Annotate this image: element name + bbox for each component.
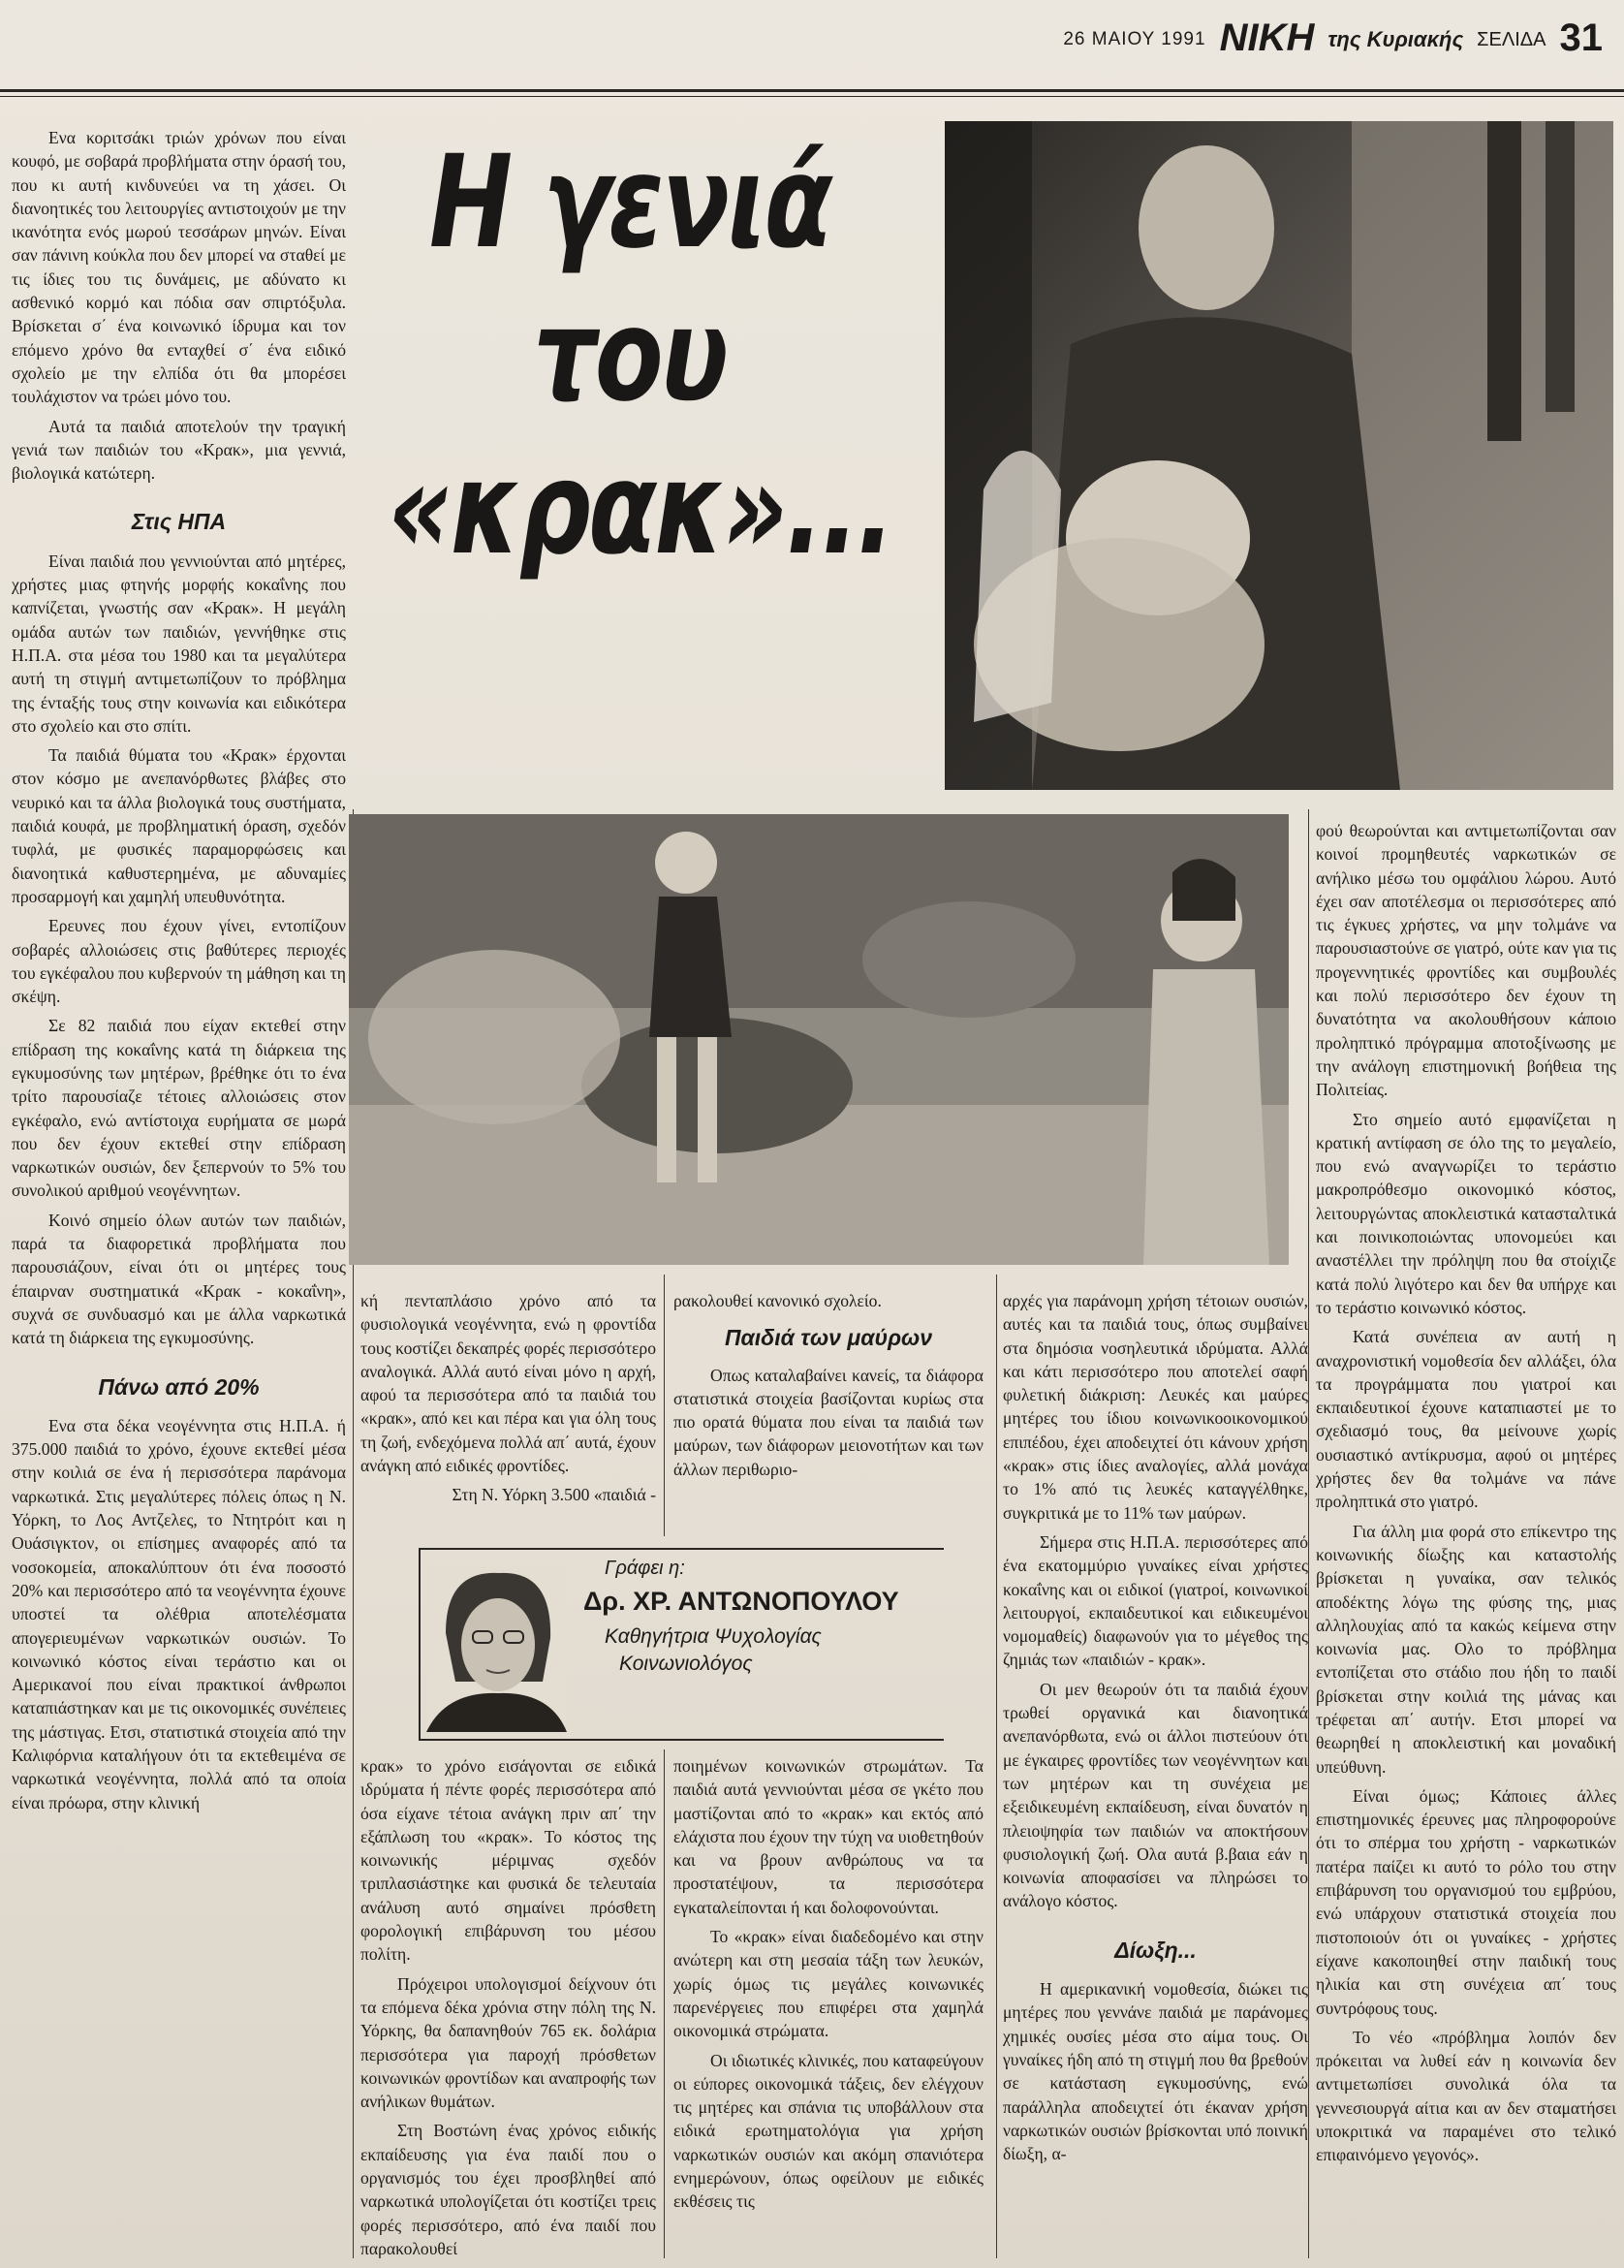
author-name: Δρ. ΧΡ. ΑΝΤΩΝΟΠΟΥΛΟΥ — [583, 1587, 899, 1616]
photo-children-playing — [349, 814, 1289, 1265]
paragraph: Είναι παιδιά που γεννιούνται από μητέρες, χρήστες μιας φτηνής μορφής κοκαΐνης που καπνίζεται, γνωστής σαν «Κρακ». Η μεγάλη ομάδα αυτών των παιδιών, γεννήθηκε στις Η.Π.Α. στα μέσα του 1980 και τα μεγαλύτερα αυτή τη στιγμή αντιμετωπίζουν το πρόβλημα της ένταξής τους στην κοινωνία και ειδικότερα στο σχολείο και στο σπίτι. — [12, 551, 346, 736]
photo-mother-with-baby-image — [945, 121, 1613, 790]
page-label: ΣΕΛΙΔΑ — [1477, 29, 1546, 50]
paragraph: αρχές για παράνομη χρήση τέτοιων ουσιών, αυτές και τα παιδιά τους, όπως συμβαίνει στα δημόσια νοσηλευτικά ιδρύματα. Αλλά και κάτι περισσότερο που αποτελεί σαφή φυλετική διάκριση: Λευκές και μαύρες μητέρες του ίδιου κοινωνικοοικονομικού επιπέδου, έχει αποδειχτεί ότι κάνουν χρήση «κρακ» στις ίδιες αναλογίες, αλλά μονάχα το 1% από τις λευκές καταγγέλθηκε, συγκριτικά με το 11% των μαύρων. — [1003, 1291, 1308, 1523]
paragraph: Ερευνες που έχουν γίνει, εντοπίζουν σοβαρές αλλοιώσεις στις βαθύτερες περιοχές του εγκέφαλου που κυβερνούν τη μάθηση και τη σκέψη. — [12, 916, 346, 1007]
column-divider — [664, 1275, 665, 1536]
paragraph: Οι ιδιωτικές κλινικές, που καταφεύγουν οι εύπορες οικονομικά τάξεις, δεν ελέγχουν τις μητέρες και σπάνια τις υποβάλλουν στα ειδικά ερωτηματολόγια για χρήση ναρκωτικών ουσιών και ακόμη σπανιότερα ενημερώνουν, όπως οφείλουν με ειδικές εκθέσεις τις — [673, 2050, 984, 2212]
paragraph: κρακ» το χρόνο εισάγονται σε ειδικά ιδρύματα ή πέντε φορές περισσότερα από όσα είχανε τέτοια ανάγκη πριν απ΄ την εξάπλωση του «κρακ». Το κόστος της κοινωνικής μέριμνας σχεδόν τριπλασιάστηκε και φυσικά δε τελευταία ανάλυση αυτό σημαίνει πρόσθετη φορολογική επιβάρυνση του μέσου πολίτη. — [360, 1756, 656, 1965]
issue-date: 26 ΜΑΙΟΥ 1991 — [1063, 29, 1206, 49]
paragraph: Η αμερικανική νομοθεσία, διώκει τις μητέρες που γεννάνε παιδιά με παράνομες χημικές ουσίες μέσα στο αίμα τους. Οι γυναίκες ήδη από τη στιγμή που θα βρεθούν σε κατάσταση εγκυμοσύνης, ενώ παράλληλα αποδειχτεί ότι έκαναν χρήση ναρκωτικών ουσιών βρίσκονται υπό ποινική δίωξη, α- — [1003, 1979, 1308, 2164]
paragraph: φού θεωρούνται και αντιμετωπίζονται σαν κοινοί προμηθευτές ναρκωτικών σε ανήλικο μέσω του ομφάλιου λώρου. Αυτό έχει σαν αποτέλεσμα οι περισσότερες από τις έγκυες χρήστες, να μην τολμάνε να παρουσιαστούνε σε γιατρό, ούτε καν για τις προγεννητικές φροντίδες και συμβουλές και πολύ περισσότερο δεν έχουν τη δυνατότητα να ακολουθήσουν κάποιο προληπτικό πρόγραμμα αποτοξίνωσης με την ανάλογη επιστημονική βοήθεια της Πολιτείας. — [1316, 821, 1616, 1100]
subheading-black-children: Παιδιά των μαύρων — [725, 1325, 932, 1351]
paragraph: Οπως καταλαβαίνει κανείς, τα διάφορα στατιστικά στοιχεία βασίζονται κυρίως στα πιο ορατά θύματα που είναι τα παιδιά των μαύρων, των διάφορων μειονοτήτων και των άλλων περιθωριο- — [673, 1365, 984, 1479]
headline-line-2: του — [533, 281, 727, 430]
paragraph: Οι μεν θεωρούν ότι τα παιδιά έχουν τρωθεί οργανικά και διανοητικά ανεπανόρθωτα, ενώ οι άλλοι πιστεύουν ότι με έγκαιρες φροντίδες των νεογέννητων και των μητέρων και τη συνέχεια με εξειδικευμένη εκπαίδευση, είναι δυνατόν η πλειοψηφία των παιδιών να αποκτήσουν φυσιολογική ζωή. Ολα αυτά β.βαια εάν η κοινωνία αποφασίσει να πληρώσει το ανάλογο κόστος. — [1003, 1679, 1308, 1911]
subheading-over-20-percent: Πάνω από 20% — [98, 1373, 260, 1400]
article-headline — [388, 126, 893, 766]
paragraph: Στο σημείο αυτό εμφανίζεται η κρατική αντίφαση σε όλο της το μεγαλείο, που ενώ αναγνωρίζει το τεράστιο μακροπρόθεσμο οικονομικό κόστος, λειτουργώντας αποκλειστικά κατασταλτικά και ποινικοποιώντας υπονομεύει και αναστέλλει την πρόληψη που θα στοίχιζε κατά πολύ λιγότερο και δεν θα υπήρχε και το τεράστιο κοινωνικό κόστος. — [1316, 1109, 1616, 1317]
article-column-5 — [1316, 819, 1616, 2173]
column-divider — [1308, 809, 1309, 2258]
article-column-3-bottom — [673, 1754, 984, 2220]
paragraph: ποιημένων κοινωνικών στρωμάτων. Τα παιδιά αυτά γεννιούνται μέσα σε γκέτο που μαστίζονται από το «κρακ» και εκτός από ελάχιστα που έχουν την τύχη να υιοθετηθούν και να βρουν ανθρώπους να τα προστατέψουν, τα περισσότερα εγκαταλείπονται ή και δολοφονούνται. — [673, 1756, 984, 1917]
byline-label: Γράφει η: — [605, 1558, 685, 1579]
paragraph: Το «κρακ» είναι διαδεδομένο και στην ανώτερη και στη μεσαία τάξη των λευκών, χωρίς όμως τις μεγάλες κοινωνικές παρενέργειες που επιφέρει στα χαμηλά οικονομικά στρώματα. — [673, 1927, 984, 2041]
page-number: 31 — [1559, 16, 1603, 59]
headline-line-1: Η γενιά — [428, 128, 831, 277]
paragraph: Αυτά τα παιδιά αποτελούν την τραγική γενιά των παιδιών του «Κρακ», μια γεννιά, βιολογικά κατώτερη. — [12, 416, 346, 484]
photo-mother-with-baby — [945, 121, 1613, 790]
subheading-prosecution: Δίωξη... — [1114, 1937, 1197, 1963]
article-column-1 — [12, 126, 346, 1820]
headline-line-3: «κρακ»... — [388, 434, 893, 583]
article-column-4 — [1003, 1289, 1308, 2171]
paragraph: Είναι όμως; Κάποιες άλλες επιστημονικές έρευνες μας πληροφορούνε ότι το σπέρμα του χρήστη - ναρκωτικών πατέρα παίζει κι αυτό το ρόλο του στην επιβάρυνση του οργανισμού του εμβρύου, ενώ υπάρχουν στατιστικά στοιχεία που πιστοποιούν ότι οι γυναίκες - χρήστες είχανε κακοποιηθεί στην παιδική τους ηλικία και στη συνέχεια απ΄ τους συντρόφους τους. — [1316, 1785, 1616, 2018]
paragraph: Για άλλη μια φορά στο επίκεντρο της κοινωνικής δίωξης και καταστολής βρίσκεται η γυναίκα, σαν τελικός αποδέκτης λόγω της φύσης της, μιας αλληλουχίας από τα κακώς κείμενα στην κοινωνία μας. Ολο το πρόβλημα εντοπίζεται στο στάδιο που ήδη το παιδί βρίσκεται στην κοιλιά της μάνας και τρέφεται απ΄ αυτήν. Ετσι μπορεί να θεωρηθεί η αποκλειστική και μοναδική υπεύθυνη. — [1316, 1521, 1616, 1777]
photo-children-playing-image — [349, 814, 1289, 1265]
top-rule — [0, 89, 1624, 92]
author-title-2: Κοινωνιολόγος — [619, 1653, 753, 1675]
paragraph: Τα παιδιά θύματα του «Κρακ» έρχονται στον κόσμο με ανεπανόρθωτες βλάβες στο νευρικό και τα άλλα βιολογικά τους συστήματα, παιδιά κουφά, με προβληματική όραση, σχεδόν τυφλά, με φυσικές παραμορφώσεις και διανοητικά καθυστερημένα, με αδυναμίες προσαρμογή και χαμηλή υπευθυνότητα. — [12, 745, 346, 906]
column-divider — [664, 1749, 665, 2258]
newspaper-edition: της Κυριακής — [1327, 27, 1464, 51]
paragraph: κή πενταπλάσιο χρόνο από τα φυσιολογικά νεογέννητα, ενώ η φροντίδα τους κοστίζει δεκαπρές φορές περισσότερο αναλογικά. Αλλά αυτό είναι μόνο η αρχή, αφού τα περισσότερα από τα παιδιά του «κρακ», από κει και πέρα και για όλη τους τη ζωή, ενδεχόμενα πολλά απ΄ αυτά, έχουν ανάγκη από ειδικές φροντίδες. — [360, 1291, 656, 1476]
author-portrait — [426, 1565, 567, 1732]
paragraph: Κατά συνέπεια αν αυτή η αναχρονιστική νομοθεσία δεν αλλάξει, όλα τα προγράμματα που γιατροί και εκπαιδευτικοί έχουνε καταπιαστεί με το σχεδιασμό τους, θα μείνουνε χωρίς ουσιαστικό αντίκρυσμα, αφού οι μητέρες χρήστες δεν θα τολμάνε να πάνε προληπτικά στο γιατρό. — [1316, 1327, 1616, 1512]
paragraph: ρακολουθεί κανονικό σχολείο. — [673, 1291, 882, 1310]
column-divider — [996, 1275, 997, 2258]
paragraph: Πρόχειροι υπολογισμοί δείχνουν ότι τα επόμενα δέκα χρόνια στην πόλη της Ν. Υόρκης, θα δαπανηθούν 765 εκ. δολάρια περισσότερα για παροχή πρόσθετων κοινωνικών φροντίδων και αναπροφής των ανήλικων θυμάτων. — [360, 1973, 656, 2112]
article-column-3-top — [673, 1289, 984, 1487]
paragraph: Σε 82 παιδιά που είχαν εκτεθεί στην επίδραση της κοκαΐνης κατά τη διάρκεια της εγκυμοσύνης των μητέρων, βρέθηκε ότι το ένα τρίτο παρουσίαζε τέτοιες αλλοιώσεις στον εγκέφαλο, ενώ αντίστοιχα ευρήματα σε μωρά που δεν έχουν εκτεθεί στην επίδραση ναρκωτικών ουσιών, δεν ξεπερνούν το 5% του συνολικού αριθμού νεογέννητων. — [12, 1016, 346, 1201]
top-rule-thin — [0, 96, 1624, 97]
paragraph: Σήμερα στις Η.Π.Α. περισσότερες από ένα εκατομμύριο γυναίκες είναι χρήστες κοκαΐνης και οι ειδικοί (γιατροί, κοινωνικοί λειτουργοί, εκπαιδευτικοί και ειδικευμένοι νομομαθείς) διαφωνούν για το μέγεθος της ζημιάς των «παιδιών - κρακ». — [1003, 1531, 1308, 1670]
paragraph: Ενα κοριτσάκι τριών χρόνων που είναι κουφό, με σοβαρά προβλήματα στην όρασή του, που κι αυτή κινδυνεύει να τη χάσει. Οι διανοητικές του λειτουργίες αντιστοιχούν με την ικανότητα ενός μωρού τεσσάρων μηνών. Είναι σαν πάνινη κούκλα που δεν μπορεί να σταθεί με τις ίδιες του τις δυνάμεις, με αδύνατο κι ασθενικό κορμό και πόδια σαν σπιρτόξυλα. Βρίσκεται σ΄ ένα κοινωνικό ίδρυμα και τον επόμενο χρόνο θα ενταχθεί σ΄ ένα ειδικό σχολείο με την ελπίδα ότι θα μπορέσει τουλάχιστον να τρώει μόνο του. — [12, 128, 346, 407]
paragraph: Ενα στα δέκα νεογέννητα στις Η.Π.Α. ή 375.000 παιδιά το χρόνο, έχουνε εκτεθεί μέσα στην κοιλιά σε ένα ή περισσότερα παράνομα ναρκωτικά. Στις μεγαλύτερες πόλεις όπως η Ν. Υόρκη, το Λος Αντζελες, το Ντητρόιτ και η Ουάσιγκτον, οι επίσημες αναφορές από τα νοσοκομεία, αποκαλύπτουν ότι ένα ποσοστό 20% και περισσότερο από τα νεογέννητα έχουνε υποστεί τα ολέθρια αποτελέσματα απογεριευμένων ναρκωτικών ουσιών. Το κοινωνικό κόστος είναι τεράστιο και οι Αμερικανοί που είναι πρακτικοί άνθρωποι καταπιάστηκαν και με τις οικονομικές συνέπειες της μάστιγας. Ετσι, στατιστικά στοιχεία από την Καλιφόρνια καταλήγουν ότι τα εκτεθειμένα σε ναρκωτικά νεογέννητα, πολλά από τα οποία είναι πρόωρα, στην κλινική — [12, 1415, 346, 1812]
masthead — [1063, 4, 1603, 60]
paragraph: Το νέο «πρόβλημα λοιπόν δεν πρόκειται να λυθεί εάν η κοινωνία δεν αντιμετωπίσει συνολικά όλα τα γεννεσιουργά αίτια και αν δεν σταματήσει υποκριτικά να παραμένει στο τελικό επιφαινόμενο γεγονός». — [1316, 2027, 1616, 2165]
article-column-2-top — [360, 1289, 656, 1513]
subheading-usa: Στις ΗΠΑ — [131, 509, 227, 535]
paragraph: Στη Βοστώνη ένας χρόνος ειδικής εκπαίδευσης για ένα παιδί που ο οργανισμός του έχει προσβληθεί από ναρκωτικά υπολογίζεται ότι κοστίζει τρεις φορές περισσότερο, από ένα παιδί που παρακολουθεί — [360, 2121, 656, 2258]
author-portrait-image — [426, 1565, 567, 1732]
article-column-2-bottom — [360, 1754, 656, 2266]
paragraph: Στη Ν. Υόρκη 3.500 «παιδιά - — [452, 1485, 656, 1505]
author-title-1: Καθηγήτρια Ψυχολογίας — [605, 1625, 822, 1648]
paragraph: Κοινό σημείο όλων αυτών των παιδιών, παρά τα διαφορετικά προβλήματα που παρουσιάζουν, είναι ότι οι μητέρες τους έπαιρναν συστηματικά «Κρακ - κοκαΐνη», συχνά σε συνδυασμό και με άλλα ναρκωτικά κατά τη διάρκεια της εγκυμοσύνης. — [12, 1210, 346, 1348]
newspaper-name: ΝΙΚΗ — [1219, 16, 1315, 59]
